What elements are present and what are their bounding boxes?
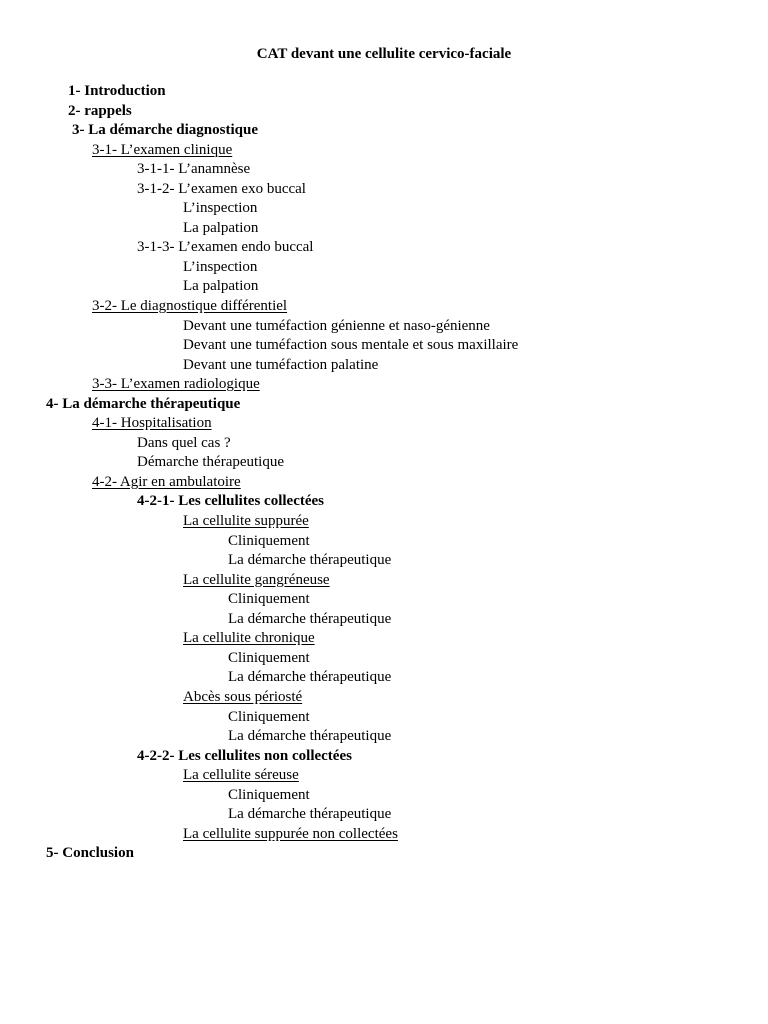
outline-item-text: 4-2- Agir en ambulatoire xyxy=(92,473,241,490)
outline-item xyxy=(0,473,768,493)
outline-item-text: 3-2- Le diagnostique différentiel xyxy=(92,298,288,315)
outline-item-text: Dans quel cas ? xyxy=(137,434,231,451)
outline-item xyxy=(0,727,768,747)
outline-item xyxy=(0,219,768,239)
outline-item xyxy=(0,317,768,337)
outline-item-text: 1- Introduction xyxy=(68,83,166,99)
outline-item xyxy=(0,668,768,688)
outline-item-text: 3-3- L’examen radiologique xyxy=(92,376,260,393)
outline-item xyxy=(0,688,768,708)
outline-item xyxy=(0,277,768,297)
outline-item xyxy=(0,395,768,415)
outline-item-text: Cliniquement xyxy=(228,649,310,666)
outline-item-text: La démarche thérapeutique xyxy=(228,728,392,745)
outline-item xyxy=(0,708,768,728)
outline-item-text: La démarche thérapeutique xyxy=(228,552,392,569)
outline-item-text: Démarche thérapeutique xyxy=(137,454,285,471)
outline-item-text: La cellulite séreuse xyxy=(183,767,299,784)
outline-item-text: 5- Conclusion xyxy=(46,845,134,862)
outline-item xyxy=(0,199,768,219)
outline-item-text: Devant une tuméfaction sous mentale et sous maxillaire xyxy=(183,337,519,354)
outline-item-text: La cellulite chronique xyxy=(183,630,315,647)
outline-item xyxy=(0,590,768,610)
outline-item-text: La palpation xyxy=(183,219,259,236)
outline-item xyxy=(0,649,768,669)
outline-item-text: 3- La démarche diagnostique xyxy=(72,122,258,139)
outline-item-text: La démarche thérapeutique xyxy=(228,806,392,823)
outline-item-text: L’inspection xyxy=(183,200,258,217)
outline-item xyxy=(0,551,768,571)
outline-item xyxy=(0,160,768,180)
outline-item-text: La démarche thérapeutique xyxy=(228,669,392,686)
outline-item xyxy=(0,512,768,532)
outline-item xyxy=(0,532,768,552)
outline-item-text: Cliniquement xyxy=(228,532,310,549)
outline-item xyxy=(0,610,768,630)
outline-item-text: Abcès sous périosté xyxy=(183,688,303,705)
outline xyxy=(0,82,768,864)
outline-item xyxy=(0,434,768,454)
outline-item-text: 4- La démarche thérapeutique xyxy=(46,395,241,412)
outline-item-text: L’inspection xyxy=(183,258,258,275)
outline-item xyxy=(0,297,768,317)
outline-item xyxy=(0,766,768,786)
outline-item-text: Devant une tuméfaction palatine xyxy=(183,356,379,373)
outline-item xyxy=(0,238,768,258)
outline-item xyxy=(0,356,768,376)
outline-item xyxy=(0,453,768,473)
outline-item-text: 2- rappels xyxy=(68,102,132,119)
outline-item xyxy=(0,571,768,591)
outline-item-text: 4-2-1- Les cellulites collectées xyxy=(137,493,325,510)
outline-item xyxy=(0,786,768,806)
outline-item-text: La cellulite gangréneuse xyxy=(183,571,330,588)
outline-item-text: La cellulite suppurée non collectées xyxy=(183,825,398,842)
outline-item-text: La démarche thérapeutique xyxy=(228,610,392,627)
document-title: CAT devant une cellulite cervico-faciale xyxy=(256,46,512,62)
outline-item-text: 3-1-1- L’anamnèse xyxy=(137,161,251,178)
outline-item xyxy=(0,258,768,278)
outline-item xyxy=(0,121,768,141)
outline-item xyxy=(0,492,768,512)
outline-item-text: Devant une tuméfaction génienne et naso-génienne xyxy=(183,317,490,334)
outline-item xyxy=(0,180,768,200)
outline-item xyxy=(0,825,768,845)
outline-item xyxy=(0,629,768,649)
outline-item-text: Cliniquement xyxy=(228,708,310,725)
outline-item-text: La palpation xyxy=(183,278,259,295)
outline-item-text: Cliniquement xyxy=(228,591,310,608)
outline-item-text: 4-2-2- Les cellulites non collectées xyxy=(137,747,352,764)
outline-item-text: 3-1-2- L’examen exo buccal xyxy=(137,180,306,197)
outline-item xyxy=(0,336,768,356)
outline-item-text: La cellulite suppurée xyxy=(183,513,309,530)
outline-item xyxy=(0,141,768,161)
outline-item-text: Cliniquement xyxy=(228,786,310,803)
outline-item-text: 3-1-3- L’examen endo buccal xyxy=(137,239,314,256)
outline-item xyxy=(0,805,768,825)
outline-item-text: 3-1- L’examen clinique xyxy=(92,141,233,158)
outline-item-text: 4-1- Hospitalisation xyxy=(92,415,212,432)
outline-item xyxy=(0,747,768,767)
outline-item xyxy=(0,102,768,122)
outline-item xyxy=(0,844,768,864)
outline-item xyxy=(0,82,768,102)
outline-item xyxy=(0,414,768,434)
outline-item xyxy=(0,375,768,395)
